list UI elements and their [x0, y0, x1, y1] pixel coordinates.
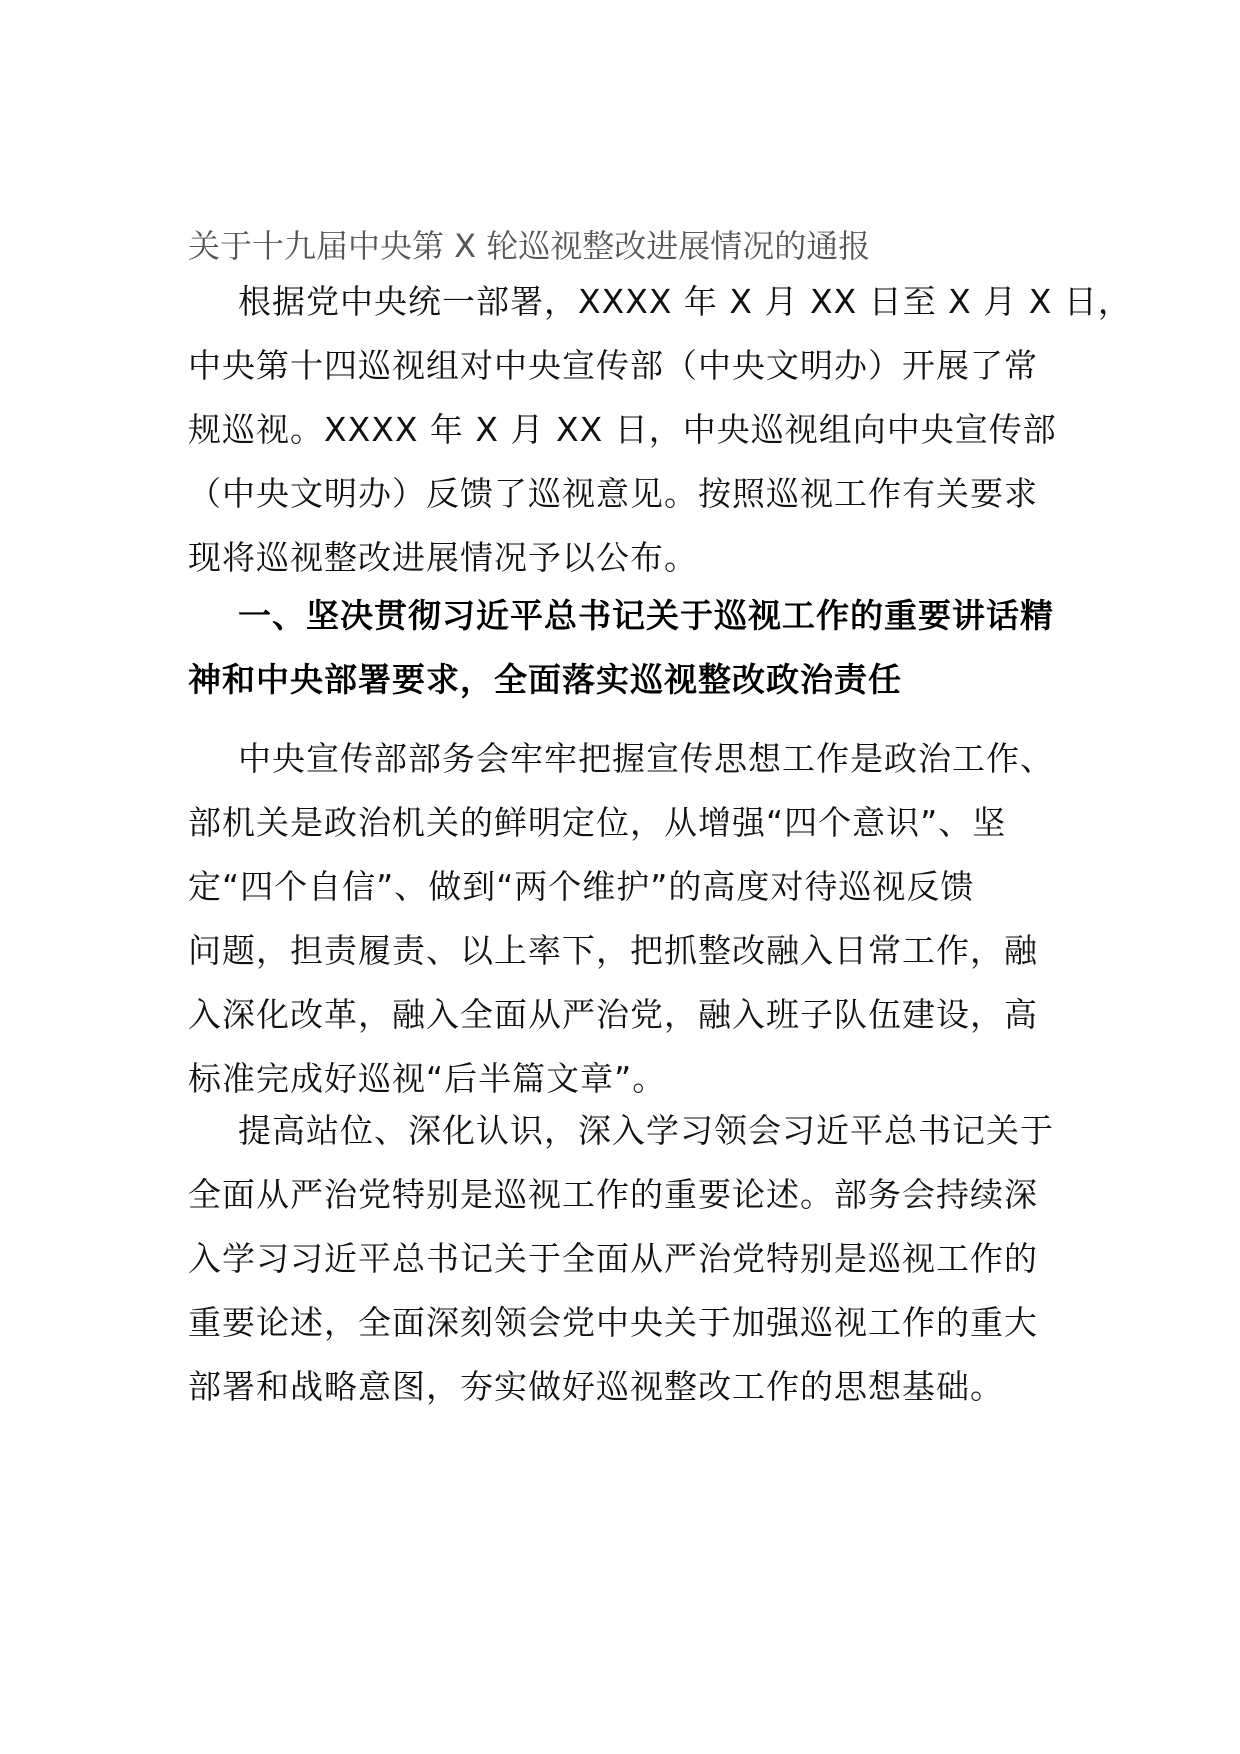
document-title: 关于十九届中央第 X 轮巡视整改进展情况的通报 [188, 227, 871, 265]
paragraph-line: 问题，担责履责、以上率下，把抓整改融入日常工作，融 [188, 931, 1038, 970]
paragraph-line: 定“四个自信”、做到“两个维护”的高度对待巡视反馈 [188, 867, 975, 906]
paragraph-line: 部机关是政治机关的鲜明定位，从增强“四个意识”、坚 [188, 803, 1007, 842]
paragraph-line: 中央宣传部部务会牢牢把握宣传思想工作是政治工作、 [238, 739, 1054, 778]
paragraph-line: 规巡视。XXXX 年 X 月 XX 日，中央巡视组向中央宣传部 [188, 410, 1057, 449]
paragraph-1 [188, 270, 1132, 590]
paragraph-line: 重要论述，全面深刻领会党中央关于加强巡视工作的重大 [188, 1303, 1038, 1342]
section-heading-1 [188, 584, 1068, 712]
heading-line: 一、坚决贯彻习近平总书记关于巡视工作的重要讲话精 [238, 596, 1054, 635]
paragraph-2 [188, 727, 1068, 1111]
paragraph-line: 现将巡视整改进展情况予以公布。 [188, 538, 698, 577]
paragraph-line: 全面从严治党特别是巡视工作的重要论述。部务会持续深 [188, 1175, 1038, 1214]
paragraph-3 [188, 1099, 1068, 1419]
paragraph-line: 提高站位、深化认识，深入学习领会习近平总书记关于 [238, 1111, 1054, 1150]
paragraph-line: 中央第十四巡视组对中央宣传部（中央文明办）开展了常 [188, 346, 1038, 385]
paragraph-line: 入学习习近平总书记关于全面从严治党特别是巡视工作的 [188, 1239, 1038, 1278]
paragraph-line: 标准完成好巡视“后半篇文章”。 [188, 1059, 667, 1098]
paragraph-line: 根据党中央统一部署，XXXX 年 X 月 XX 日至 X 月 X 日， [238, 282, 1132, 321]
paragraph-line: 入深化改革，融入全面从严治党，融入班子队伍建设，高 [188, 995, 1038, 1034]
paragraph-line: 部署和战略意图，夯实做好巡视整改工作的思想基础。 [188, 1367, 1004, 1406]
heading-line: 神和中央部署要求，全面落实巡视整改政治责任 [188, 660, 902, 699]
paragraph-line: （中央文明办）反馈了巡视意见。按照巡视工作有关要求 [188, 474, 1038, 513]
